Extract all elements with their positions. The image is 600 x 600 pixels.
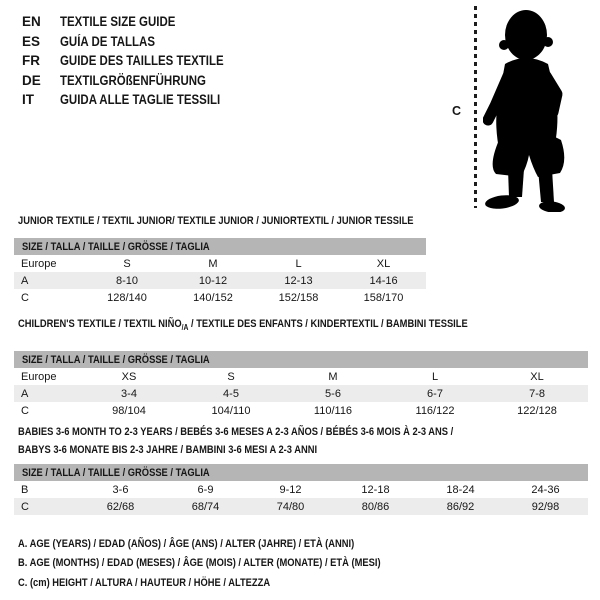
height-cell: 92/98: [503, 498, 588, 515]
lang-code: IT: [22, 92, 34, 107]
size-cell: XL: [376, 257, 391, 270]
table-row-europe: [14, 368, 588, 385]
height-cell: 104/110: [211, 404, 251, 417]
table-row-age-years: [14, 272, 426, 289]
height-dashed-line: [474, 6, 477, 208]
table-row-height-cm: [14, 402, 588, 419]
children-size-table: [14, 351, 588, 419]
babies-heading-line2: BABYS 3-6 MONATE BIS 2-3 JAHRE / BAMBINI 3-6 MESI A 2-3 ANNI: [18, 444, 318, 456]
size-header-bar: [14, 238, 426, 255]
age-cell: 24-36: [531, 483, 560, 496]
lang-row-it: [22, 90, 253, 110]
junior-section-heading: [18, 215, 483, 227]
children-heading-subscript: /A: [181, 323, 189, 333]
lang-title: GUIDA ALLE TAGLIE TESSILI: [60, 92, 221, 107]
height-cell: 74/80: [248, 498, 333, 515]
size-cell: S: [227, 370, 235, 383]
table-row-height-cm: [14, 498, 588, 515]
age-cell: 6-7: [384, 385, 486, 402]
size-header-text: SIZE / TALLA / TAILLE / GRÖSSE / TAGLIA: [22, 353, 210, 366]
size-cell: S: [123, 257, 131, 270]
size-cell: M: [208, 257, 218, 270]
age-cell: 4-5: [180, 385, 282, 402]
table-row-age-years: [14, 385, 588, 402]
children-heading-suffix: / TEXTILE DES ENFANTS / KINDERTEXTIL / BAMBINI TESSILE: [188, 318, 468, 330]
age-cell: 18-24: [446, 483, 475, 496]
row-label: Europe: [21, 257, 57, 270]
size-header-bar: [14, 351, 588, 368]
babies-size-table: [14, 464, 588, 515]
height-cell: 110/116: [313, 404, 353, 417]
age-cell: 12-13: [256, 272, 341, 289]
size-cell: XL: [530, 370, 544, 383]
size-header-text: SIZE / TALLA / TAILLE / GRÖSSE / TAGLIA: [22, 240, 210, 253]
language-title-list: [22, 12, 253, 110]
size-cell: L: [295, 257, 302, 270]
size-cell: XS: [121, 370, 137, 383]
age-cell: 3-4: [78, 385, 180, 402]
height-cell: 140/152: [193, 291, 233, 304]
age-cell: 12-18: [361, 483, 390, 496]
table-row-age-months: [14, 481, 588, 498]
age-cell: 10-12: [170, 272, 256, 289]
lang-row-es: [22, 32, 253, 52]
lang-code: FR: [22, 53, 40, 68]
children-section-heading: [18, 318, 547, 332]
lang-title: GUIDE DES TAILLES TEXTILE: [60, 53, 224, 68]
note-age-months: B. AGE (MONTHS) / EDAD (MESES) / ÂGE (MOIS) / ALTER (MONATE) / ETÀ (MESI): [18, 557, 381, 570]
babies-section-heading: [18, 423, 530, 459]
height-measurement-figure: [450, 2, 592, 214]
height-cell: 68/74: [163, 498, 248, 515]
age-cell: 9-12: [279, 483, 302, 496]
junior-size-table: [14, 238, 426, 306]
height-cell: 62/68: [78, 498, 163, 515]
age-cell: 7-8: [486, 385, 588, 402]
note-height-cm: C. (cm) HEIGHT / ALTURA / HAUTEUR / HÖHE / ALTEZZA: [18, 576, 271, 589]
lang-code: EN: [22, 14, 41, 29]
row-label: C: [21, 404, 29, 417]
lang-title: TEXTILE SIZE GUIDE: [60, 14, 176, 29]
age-cell: 5-6: [282, 385, 384, 402]
children-heading-prefix: CHILDREN'S TEXTILE / TEXTIL NIÑO: [18, 318, 182, 330]
size-header-text: SIZE / TALLA / TAILLE / GRÖSSE / TAGLIA: [22, 466, 210, 479]
row-label: C: [14, 498, 78, 515]
lang-row-de: [22, 71, 253, 91]
size-header-bar: [14, 464, 588, 481]
note-age-years: A. AGE (YEARS) / EDAD (AÑOS) / ÂGE (ANS) / ALTER (JAHRE) / ETÀ (ANNI): [18, 538, 355, 550]
legend-notes: [18, 535, 445, 593]
table-row-height-cm: [14, 289, 426, 306]
junior-heading-text: JUNIOR TEXTILE / TEXTIL JUNIOR/ TEXTILE JUNIOR / JUNIORTEXTIL / JUNIOR TESSILE: [18, 215, 414, 227]
age-cell: 3-6: [112, 483, 129, 496]
height-cell: 158/170: [363, 291, 404, 304]
lang-row-fr: [22, 51, 253, 71]
height-cell: 128/140: [107, 291, 147, 304]
height-cell: 122/128: [517, 404, 557, 417]
height-cell: 80/86: [333, 498, 418, 515]
age-cell: 6-9: [197, 483, 214, 496]
children-heading-text: [18, 318, 468, 332]
height-cell: 152/158: [278, 291, 319, 304]
row-label: C: [21, 291, 29, 304]
lang-title: TEXTILGRÖßENFÜHRUNG: [60, 72, 206, 88]
lang-code: ES: [22, 33, 41, 49]
row-label: Europe: [21, 370, 57, 383]
height-measure-label: C: [452, 104, 462, 118]
table-row-europe: [14, 255, 426, 272]
row-label: A: [14, 385, 78, 402]
baby-silhouette-icon: [483, 4, 588, 212]
row-label: A: [14, 272, 84, 289]
age-cell: 14-16: [341, 272, 426, 289]
age-cell: 8-10: [84, 272, 170, 289]
row-label: B: [21, 483, 29, 496]
lang-row-en: [22, 12, 253, 32]
size-header-row: [14, 464, 588, 481]
size-cell: L: [431, 370, 439, 383]
height-cell: 116/122: [415, 404, 455, 417]
lang-code: DE: [22, 72, 41, 88]
height-cell: 86/92: [418, 498, 503, 515]
height-cell: 98/104: [112, 404, 146, 417]
babies-heading-line1: BABIES 3-6 MONTH TO 2-3 YEARS / BEBÉS 3-6 MESES A 2-3 AÑOS / BÉBÉS 3-6 MOIS À 2-3 ANS /: [18, 426, 454, 438]
size-header-row: [14, 238, 426, 255]
size-cell: M: [328, 370, 338, 383]
lang-title: GUÍA DE TALLAS: [60, 33, 155, 49]
size-header-row: [14, 351, 588, 368]
